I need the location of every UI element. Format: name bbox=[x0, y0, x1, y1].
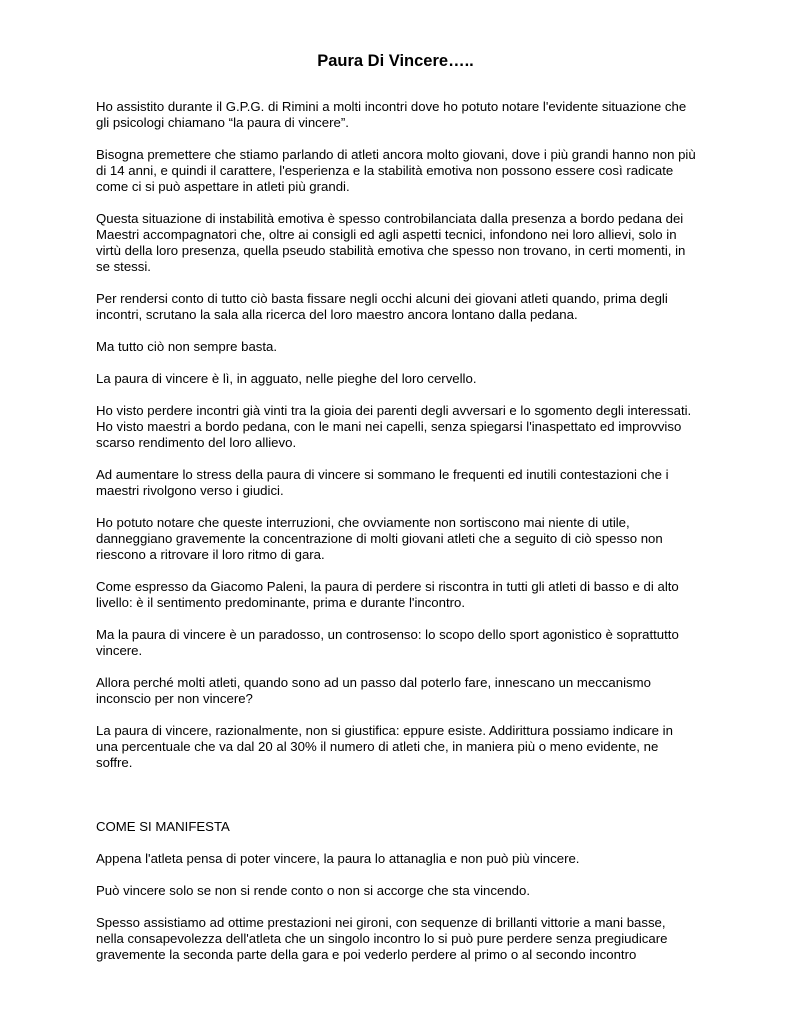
paragraph: Allora perché molti atleti, quando sono ad un passo dal poterlo fare, innescano un meccanismo inconscio per non vincere? bbox=[96, 675, 651, 706]
paragraph: Per rendersi conto di tutto ciò basta fissare negli occhi alcuni dei giovani atleti quando, prima degli incontri, scrutano la sala alla ricerca del loro maestro ancora lontano dalla pedana. bbox=[96, 291, 668, 322]
paragraph: Ma tutto ciò non sempre basta. bbox=[96, 339, 278, 354]
paragraph: Ho potuto notare che queste interruzioni, che ovviamente non sortiscono mai niente di utile, danneggiano gravemente la concentrazione di molti giovani atleti che a seguito di ciò spesso non riescono a ritrovare il loro ritmo di gara. bbox=[96, 515, 663, 562]
paragraph: Ho visto perdere incontri già vinti tra la gioia dei parenti degli avversari e lo sgomento degli interessati. Ho visto maestri a bordo pedana, con le mani nei capelli, senza spiegarsi l'inaspettato ed improvviso scarso rendimento del loro allievo. bbox=[96, 403, 692, 450]
document-title: Paura Di Vincere….. bbox=[317, 52, 474, 70]
document-body bbox=[96, 99, 696, 979]
paragraph: Spesso assistiamo ad ottime prestazioni nei gironi, con sequenze di brillanti vittorie a mani basse, nella consapevolezza dell'atleta che un singolo incontro lo si può pure perdere senza pregiudicare gravemente la seconda parte della gara e poi vederlo perdere al primo o al secondo incontro bbox=[96, 915, 668, 962]
paragraph: Bisogna premettere che stiamo parlando di atleti ancora molto giovani, dove i più grandi hanno non più di 14 anni, e quindi il carattere, l'esperienza e la stabilità emotiva non possono essere così radicate come ci si può aspettare in atleti più grandi. bbox=[96, 147, 696, 194]
paragraph: Questa situazione di instabilità emotiva è spesso controbilanciata dalla presenza a bordo pedana dei Maestri accompagnatori che, oltre ai consigli ed agli aspetti tecnici, infondono nei loro allievi, solo in virtù della loro presenza, quella pseudo stabilità emotiva che spesso non trovano, in certi momenti, in se stessi. bbox=[96, 211, 686, 274]
paragraph: La paura di vincere è lì, in agguato, nelle pieghe del loro cervello. bbox=[96, 371, 477, 386]
paragraph: Come espresso da Giacomo Paleni, la paura di perdere si riscontra in tutti gli atleti di basso e di alto livello: è il sentimento predominante, prima e durante l'incontro. bbox=[96, 579, 679, 610]
paragraph: Appena l'atleta pensa di poter vincere, la paura lo attanaglia e non può più vincere. bbox=[96, 851, 580, 866]
paragraph: Ho assistito durante il G.P.G. di Rimini a molti incontri dove ho potuto notare l'evidente situazione che gli psicologi chiamano “la paura di vincere”. bbox=[96, 99, 687, 130]
section-heading: COME SI MANIFESTA bbox=[96, 819, 230, 834]
paragraph: La paura di vincere, razionalmente, non si giustifica: eppure esiste. Addirittura possiamo indicare in una percentuale che va dal 20 al 30% il numero di atleti che, in maniera più o meno evidente, ne soffre. bbox=[96, 723, 673, 770]
paragraph: Ma la paura di vincere è un paradosso, un controsenso: lo scopo dello sport agonistico è soprattutto vincere. bbox=[96, 627, 679, 658]
paragraph: Ad aumentare lo stress della paura di vincere si sommano le frequenti ed inutili contestazioni che i maestri rivolgono verso i giudici. bbox=[96, 467, 669, 498]
paragraph: Può vincere solo se non si rende conto o non si accorge che sta vincendo. bbox=[96, 883, 530, 898]
